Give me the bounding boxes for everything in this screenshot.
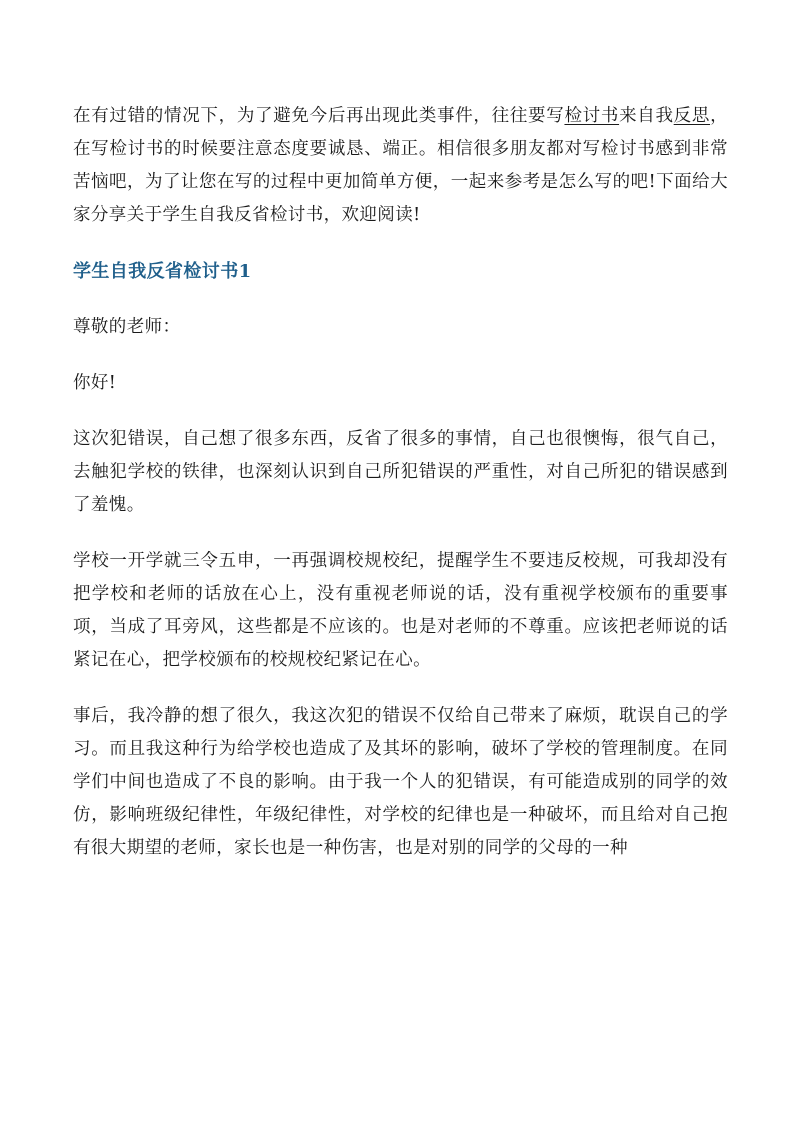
intro-text-1: 在有过错的情况下，为了避免今后再出现此类事件，往往要写 <box>73 106 565 126</box>
body-paragraph-3: 事后，我冷静的想了很久，我这次犯的错误不仅给自己带来了麻烦，耽误自己的学习。而且我这种行为给学校也造成了及其坏的影响，破坏了学校的管理制度。在同学们中间也造成了不良的影响。由于我一个人的犯错误，有可能造成别的同学的效仿，影响班级纪律性，年级纪律性，对学校的纪律也是一种破坏，而且给对自己抱有很大期望的老师，家长也是一种伤害，也是对别的同学的父母的一种 <box>73 706 728 858</box>
document-page <box>73 100 728 865</box>
intro-text-2: 来自我 <box>619 106 674 126</box>
salutation: 尊敬的老师： <box>73 317 181 337</box>
body-paragraph-1: 这次犯错误，自己想了很多东西，反省了很多的事情，自己也很懊悔，很气自己，去触犯学校的铁律，也深刻认识到自己所犯错误的严重性，对自己所犯的错误感到了羞愧。 <box>73 429 728 515</box>
body-paragraph-2: 学校一开学就三令五申，一再强调校规校纪，提醒学生不要违反校规，可我却没有把学校和老师的话放在心上，没有重视老师说的话，没有重视学校颁布的重要事项，当成了耳旁风，这些都是不应该的。也是对老师的不尊重。应该把老师说的话紧记在心，把学校颁布的校规校纪紧记在心。 <box>73 551 728 670</box>
intro-paragraph <box>73 100 728 232</box>
link-jiantaoshu[interactable]: 检讨书 <box>564 106 620 126</box>
section-title: 学生自我反省检讨书1 <box>73 261 252 282</box>
intro-text-3: ，在写检讨书的时候要注意态度要诚恳、端正。相信很多朋友都对写检讨书感到非常苦恼吧，为了让您在写的过程中更加简单方便，一起来参考是怎么写的吧!下面给大家分享关于学生自我反省检讨书，欢迎阅读! <box>73 106 728 225</box>
greeting: 你好! <box>73 373 117 393</box>
link-fansi[interactable]: 反思 <box>673 106 711 126</box>
